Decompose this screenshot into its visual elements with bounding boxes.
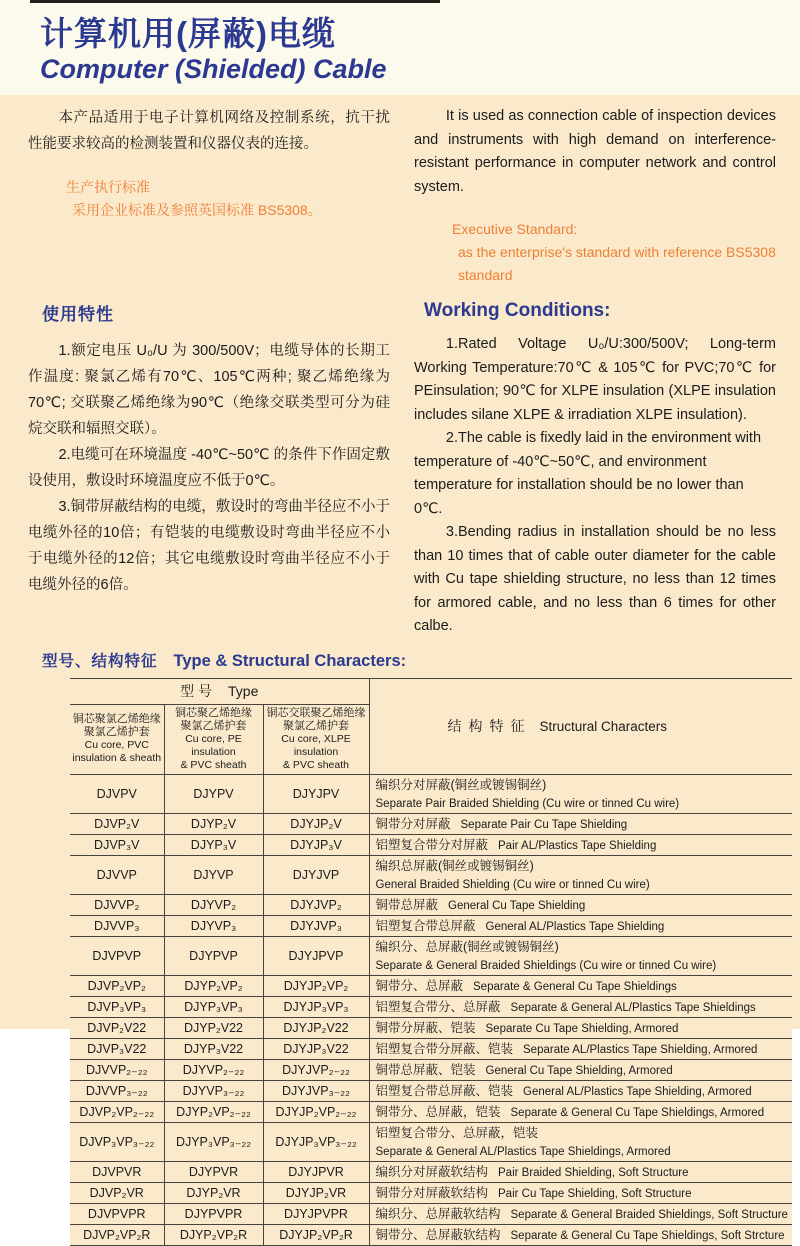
intro-paragraph-en: It is used as connection cable of inspection devices and instruments with high demand on interference-resistant performance in computer network and control system. — [414, 108, 776, 195]
structure-description-en: Separate Pair Braided Shielding (Cu wire or tinned Cu wire) — [375, 797, 680, 810]
table-row — [70, 1101, 792, 1122]
structure-description-en: Pair AL/Plastics Tape Shielding — [498, 839, 657, 852]
type-code-cell: DJVPVPR — [70, 1203, 164, 1224]
struct-header-en: Structural Characters — [539, 719, 668, 734]
type-code-cell: DJYP₃V22 — [164, 1038, 263, 1059]
structure-description-en: Separate & General AL/Plastics Tape Shieldings, Armored — [375, 1145, 671, 1158]
type-code-cell: DJYVP₃ — [164, 915, 263, 936]
structure-description-cell — [369, 915, 792, 936]
material-header-line-en: Cu core, PE insulation — [185, 732, 242, 758]
type-code-cell: DJYVP₂₋₂₂ — [164, 1059, 263, 1080]
standard-title-zh: 生产执行标准 — [66, 179, 150, 195]
material-header-line-en: & PVC sheath — [180, 758, 247, 771]
structure-description-en: Separate & General Cu Tape Shieldings, Armored — [510, 1106, 765, 1119]
structure-description-en: Pair Braided Shielding, Soft Structure — [498, 1166, 689, 1179]
structure-description-cell — [369, 1101, 792, 1122]
structure-description-en: Separate & General Braided Shieldings, Soft Structure — [510, 1208, 788, 1221]
table-row — [70, 774, 792, 813]
page-header — [0, 0, 800, 95]
material-header-line-zh: 聚氯乙烯护套 — [180, 719, 247, 732]
type-code-cell: DJVVP₂₋₂₂ — [70, 1059, 164, 1080]
type-code-cell: DJYP₃VP₃₋₂₂ — [164, 1122, 263, 1161]
structure-description-cell — [369, 855, 792, 894]
structure-description-en: General Braided Shielding (Cu wire or tinned Cu wire) — [375, 878, 650, 891]
type-code-cell: DJYJPVPR — [263, 1203, 369, 1224]
structure-description-zh: 铝塑复合带总屏蔽 — [375, 918, 476, 933]
material-header-cell — [70, 704, 164, 774]
structure-description-en: Separate & General Cu Tape Shieldings — [473, 980, 677, 993]
type-code-cell: DJVP₃V22 — [70, 1038, 164, 1059]
type-code-cell: DJYP₂VP₂₋₂₂ — [164, 1101, 263, 1122]
type-code-cell: DJVP₂VP₂R — [70, 1224, 164, 1245]
type-code-cell: DJYVP — [164, 855, 263, 894]
structure-description-zh: 编织总屏蔽(铜丝或镀锡铜丝) — [375, 858, 534, 873]
type-code-cell: DJYJVP₃ — [263, 915, 369, 936]
type-code-cell: DJVVP₂ — [70, 894, 164, 915]
structure-description-zh: 编织分对屏蔽软结构 — [375, 1164, 489, 1179]
intro-column-en — [414, 105, 776, 287]
structure-description-cell — [369, 894, 792, 915]
standard-block-en — [452, 218, 776, 287]
intro-section — [28, 105, 776, 287]
table-row — [70, 1203, 792, 1224]
structure-description-cell — [369, 1017, 792, 1038]
structure-description-cell — [369, 1224, 792, 1245]
structure-description-cell — [369, 996, 792, 1017]
struct-header-zh: 结构特征 — [447, 718, 532, 734]
type-code-cell: DJYP₂VP₂R — [164, 1224, 263, 1245]
material-header-line-zh: 铜芯聚氯乙烯绝缘 — [72, 713, 161, 725]
material-header-line-en: insulation & sheath — [72, 752, 162, 764]
type-code-cell: DJVP₂V22 — [70, 1017, 164, 1038]
type-code-cell: DJVP₂VP₂₋₂₂ — [70, 1101, 164, 1122]
table-row — [70, 996, 792, 1017]
type-code-cell: DJVP₂VP₂ — [70, 975, 164, 996]
type-code-cell: DJYVP₂ — [164, 894, 263, 915]
structure-description-zh: 编织分、总屏蔽软结构 — [375, 1206, 501, 1221]
material-header-line-zh: 铜芯交联聚乙烯绝缘 — [266, 706, 366, 719]
structure-description-en: Separate Cu Tape Shielding, Armored — [485, 1022, 679, 1035]
type-code-cell: DJYJVP — [263, 855, 369, 894]
type-code-cell: DJYPV — [164, 774, 263, 813]
usage-item-zh-3: 3.铜带屏蔽结构的电缆，敷设时的弯曲半径应不小于电缆外径的10倍；有铠装的电缆敷设时弯曲半径应不小于电缆外径的12倍；其它电缆敷设时弯曲半径应不小于电缆外径的6倍。 — [28, 499, 390, 593]
type-code-cell: DJVP₃VP₃ — [70, 996, 164, 1017]
type-code-cell: DJYJP₂V22 — [263, 1017, 369, 1038]
material-header-cell — [263, 704, 369, 774]
structure-description-zh: 编织分对屏蔽(铜丝或镀锡铜丝) — [375, 777, 547, 792]
type-code-cell: DJVP₃VP₃₋₂₂ — [70, 1122, 164, 1161]
type-code-cell: DJYJPVP — [263, 936, 369, 975]
table-row — [70, 1161, 792, 1182]
table-row — [70, 894, 792, 915]
structure-description-cell — [369, 1122, 792, 1161]
structure-description-cell — [369, 774, 792, 813]
type-code-cell: DJYPVP — [164, 936, 263, 975]
material-header-line-en: Cu core, PVC — [84, 739, 149, 751]
structure-description-en: Separate & General AL/Plastics Tape Shieldings — [510, 1001, 756, 1014]
scan-artifact-line — [30, 0, 440, 3]
page-body — [0, 95, 800, 1246]
structure-description-en: Separate & General Cu Tape Shieldings, Soft Strcture — [510, 1229, 785, 1242]
type-code-cell: DJVPVP — [70, 936, 164, 975]
structure-description-en: General AL/Plastics Tape Shielding, Armored — [523, 1085, 752, 1098]
structure-description-en: Separate Pair Cu Tape Shielding — [460, 818, 628, 831]
structure-description-zh: 编织分、总屏蔽(铜丝或镀锡铜丝) — [375, 939, 559, 954]
page-title-zh: 计算机用(屏蔽)电缆 — [40, 15, 336, 52]
usage-column-en — [414, 300, 776, 639]
table-title-en: Type & Structural Characters: — [173, 651, 407, 670]
structure-description-cell — [369, 1080, 792, 1101]
material-header-line-zh: 聚氯乙烯护套 — [83, 726, 150, 738]
structure-description-en: Separate & General Braided Shieldings (Cu wire or tinned Cu wire) — [375, 959, 717, 972]
type-code-cell: DJYJP₃VP₃₋₂₂ — [263, 1122, 369, 1161]
type-header-cell — [70, 678, 369, 704]
structure-description-zh: 铝塑复合带分、总屏蔽 — [375, 999, 501, 1014]
type-code-cell: DJYJVP₃₋₂₂ — [263, 1080, 369, 1101]
structure-description-zh: 铝塑复合带分对屏蔽 — [375, 837, 489, 852]
working-conditions-heading-en: Working Conditions: — [424, 300, 611, 321]
type-code-cell: DJYJP₃V — [263, 834, 369, 855]
usage-heading-zh: 使用特性 — [42, 305, 114, 324]
type-table-body — [70, 774, 792, 1245]
table-row — [70, 834, 792, 855]
type-code-cell: DJYJPV — [263, 774, 369, 813]
usage-item-zh-1: 1.额定电压 U₀/U 为 300/500V；电缆导体的长期工作温度: 聚氯乙烯有70℃、105℃两种; 聚乙烯绝缘为70℃; 交联聚乙烯绝缘为90℃（绝缘交联类型可分为硅烷交联和辐照交联）。 — [28, 343, 390, 437]
table-row — [70, 1038, 792, 1059]
structure-description-cell — [369, 813, 792, 834]
structure-description-zh: 铜带分对屏蔽软结构 — [375, 1185, 489, 1200]
type-code-cell: DJYP₂V — [164, 813, 263, 834]
type-header-zh: 型 号 — [180, 683, 213, 699]
structure-description-zh: 铝塑复合带总屏蔽、铠装 — [375, 1083, 514, 1098]
type-code-cell: DJYP₂VP₂ — [164, 975, 263, 996]
type-code-cell: DJYVP₃₋₂₂ — [164, 1080, 263, 1101]
structure-description-en: General Cu Tape Shielding, Armored — [485, 1064, 673, 1077]
structure-description-cell — [369, 1161, 792, 1182]
type-code-cell: DJYJVP₂₋₂₂ — [263, 1059, 369, 1080]
type-code-cell: DJYP₂V22 — [164, 1017, 263, 1038]
page-title-en: Computer (Shielded) Cable — [40, 53, 387, 84]
type-structure-table — [70, 678, 792, 1246]
type-code-cell: DJYJP₃VP₃ — [263, 996, 369, 1017]
type-code-cell: DJYP₂VR — [164, 1182, 263, 1203]
type-code-cell: DJVVP₃₋₂₂ — [70, 1080, 164, 1101]
structure-description-cell — [369, 936, 792, 975]
table-row — [70, 975, 792, 996]
usage-paragraphs-zh — [28, 338, 390, 598]
structure-description-zh: 铝塑复合带分屏蔽、铠装 — [375, 1041, 514, 1056]
structure-description-zh: 铝塑复合带分、总屏蔽，铠装 — [375, 1125, 539, 1140]
usage-item-zh-2: 2.电缆可在环境温度 -40℃~50℃ 的条件下作固定敷设使用，敷设时环境温度应不低于0℃。 — [28, 447, 390, 489]
structure-description-cell — [369, 1203, 792, 1224]
structure-description-cell — [369, 834, 792, 855]
material-header-line-zh: 铜芯聚乙烯绝缘 — [175, 706, 252, 719]
material-header-line-en: & PVC sheath — [283, 758, 349, 771]
usage-column-zh — [28, 300, 390, 639]
type-code-cell: DJYJP₂VP₂ — [263, 975, 369, 996]
table-row — [70, 1080, 792, 1101]
structure-description-en: General AL/Plastics Tape Shielding — [485, 920, 665, 933]
table-title-zh: 型号、结构特征 — [42, 652, 158, 670]
type-header-row — [70, 678, 792, 704]
table-row — [70, 1059, 792, 1080]
structure-description-cell — [369, 975, 792, 996]
type-code-cell: DJYJP₃V22 — [263, 1038, 369, 1059]
type-table-section — [28, 649, 788, 1246]
standard-title-en: Executive Standard: — [452, 221, 578, 237]
type-code-cell: DJYJP₂VP₂R — [263, 1224, 369, 1245]
type-code-cell: DJYJPVR — [263, 1161, 369, 1182]
working-conditions-section — [28, 300, 776, 639]
type-code-cell: DJYJP₂VR — [263, 1182, 369, 1203]
table-row — [70, 915, 792, 936]
material-header-cell — [164, 704, 263, 774]
type-code-cell: DJVPV — [70, 774, 164, 813]
working-paragraphs-en — [414, 333, 776, 639]
structure-description-cell — [369, 1059, 792, 1080]
type-code-cell: DJYPVPR — [164, 1203, 263, 1224]
standard-body-zh: 采用企业标准及参照英国标准 BS5308。 — [72, 202, 322, 218]
table-row — [70, 1122, 792, 1161]
type-code-cell: DJYJVP₂ — [263, 894, 369, 915]
structure-description-en: General Cu Tape Shielding — [448, 899, 586, 912]
structure-description-zh: 铜带分、总屏蔽软结构 — [375, 1227, 501, 1242]
table-row — [70, 936, 792, 975]
structure-description-zh: 铜带总屏蔽、铠装 — [375, 1062, 476, 1077]
structure-description-en: Separate AL/Plastics Tape Shielding, Armored — [523, 1043, 758, 1056]
material-header-line-en: Cu core, XLPE insulation — [281, 732, 351, 758]
structure-description-zh: 铜带分屏蔽、铠装 — [375, 1020, 476, 1035]
table-row — [70, 813, 792, 834]
table-row — [70, 1182, 792, 1203]
type-code-cell: DJYP₃VP₃ — [164, 996, 263, 1017]
type-code-cell: DJVP₂VR — [70, 1182, 164, 1203]
structure-description-cell — [369, 1038, 792, 1059]
type-code-cell: DJVVP₃ — [70, 915, 164, 936]
working-item-en-2: 2.The cable is fixedly laid in the environment with temperature of -40℃~50℃, and environment temperature for installation should be no lower than 0℃. — [414, 430, 762, 517]
type-code-cell: DJYJP₂V — [263, 813, 369, 834]
type-code-cell: DJVP₃V — [70, 834, 164, 855]
type-code-cell: DJYJP₂VP₂₋₂₂ — [263, 1101, 369, 1122]
structure-description-zh: 铜带分对屏蔽 — [375, 816, 451, 831]
standard-block-zh — [66, 176, 390, 222]
type-header-en: Type — [228, 683, 259, 699]
type-code-cell: DJVVP — [70, 855, 164, 894]
table-section-title — [42, 649, 776, 671]
working-item-en-3: 3.Bending radius in installation should be no less than 10 times that of cable outer diameter for the cable with Cu tape shielding structure, no less than 12 times for armored cable, and no less than 6 times for other calbe. — [414, 524, 776, 634]
material-header-line-zh: 聚氯乙烯护套 — [283, 719, 349, 732]
type-code-cell: DJVP₂V — [70, 813, 164, 834]
structure-description-zh: 铜带总屏蔽 — [375, 897, 439, 912]
intro-column-zh — [28, 105, 390, 287]
type-code-cell: DJYPVR — [164, 1161, 263, 1182]
structural-characters-header-cell — [369, 678, 792, 774]
table-row — [70, 1224, 792, 1245]
type-code-cell: DJYP₃V — [164, 834, 263, 855]
table-row — [70, 855, 792, 894]
table-row — [70, 1017, 792, 1038]
type-code-cell: DJVPVR — [70, 1161, 164, 1182]
structure-description-zh: 铜带分、总屏蔽，铠装 — [375, 1104, 501, 1119]
structure-description-en: Pair Cu Tape Shielding, Soft Structure — [498, 1187, 692, 1200]
intro-paragraph-zh: 本产品适用于电子计算机网络及控制系统，抗干扰性能要求较高的检测装置和仪器仪表的连接。 — [28, 110, 390, 152]
structure-description-zh: 铜带分、总屏蔽 — [375, 978, 464, 993]
structure-description-cell — [369, 1182, 792, 1203]
working-item-en-1: 1.Rated Voltage U₀/U:300/500V; Long-term Working Temperature:70℃ & 105℃ for PVC;70℃ for PEinsulation; 90℃ for XLPE insulation (XLPE insulation includes silane XLPE & irradiation XLPE insulation). — [414, 336, 776, 423]
standard-body-en: as the enterprise's standard with reference BS5308 standard — [458, 244, 776, 283]
